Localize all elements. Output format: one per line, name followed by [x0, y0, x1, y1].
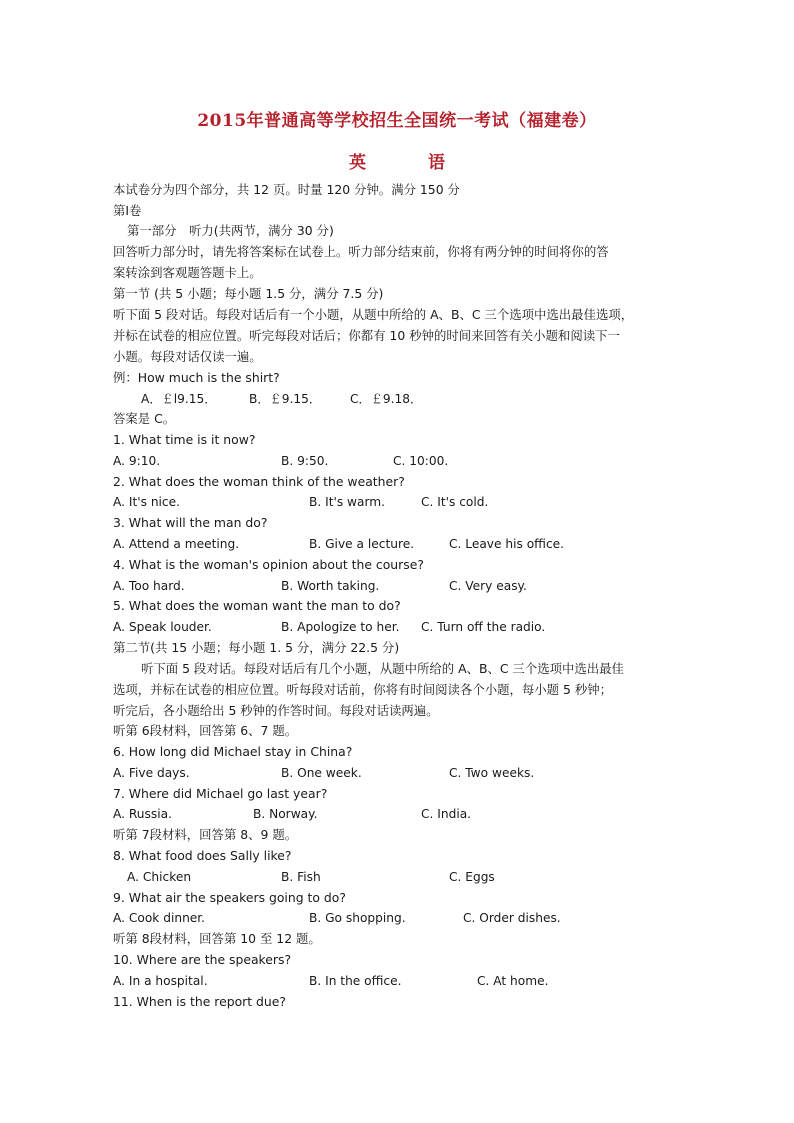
question-4: 4. What is the woman's opinion about the course?: [113, 557, 424, 572]
section-one-header: 第一节 (共 5 小题；每小题 1.5 分，满分 7.5 分): [113, 286, 384, 301]
question-2-option-a: A. It's nice.: [113, 495, 181, 509]
question-11: 11. When is the report due?: [113, 994, 286, 1009]
question-9-option-a: A. Cook dinner.: [113, 911, 206, 925]
example-option-a: A．￡l9.15．: [141, 392, 217, 406]
question-1-option-a: A. 9:10.: [113, 454, 161, 468]
question-1-option-c: C. 10:00.: [393, 454, 449, 468]
exam-title: 2015年普通高等学校招生全国统一考试（福建卷）: [197, 111, 597, 131]
question-8: 8. What food does Sally like?: [113, 848, 292, 863]
section-two-directions-3: 听完后，各小题给出 5 秒钟的作答时间。每段对话读两遍。: [113, 703, 439, 718]
question-9-option-b: B. Go shopping.: [309, 911, 406, 925]
question-5-option-c: C. Turn off the radio.: [421, 620, 546, 634]
example-option-c: C．￡9.18．: [350, 392, 423, 406]
question-5-option-b: B. Apologize to her.: [281, 620, 400, 634]
question-7-option-b: B. Norway.: [253, 807, 318, 821]
material-7-header: 听第 7段材料，回答第 8、9 题。: [113, 827, 298, 842]
question-6: 6. How long did Michael stay in China?: [113, 744, 353, 759]
question-7: 7. Where did Michael go last year?: [113, 786, 328, 801]
question-10: 10. Where are the speakers?: [113, 952, 292, 967]
example-answer: 答案是 C。: [113, 411, 176, 426]
question-6-option-c: C. Two weeks.: [449, 766, 535, 780]
question-2-option-c: C. It's cold.: [421, 495, 489, 509]
example-question: 例：How much is the shirt?: [113, 370, 280, 385]
question-8-option-c: C. Eggs: [449, 870, 495, 884]
question-10-option-b: B. In the office.: [309, 974, 402, 988]
section-one-directions-2: 并标在试卷的相应位置。听完每段对话后；你都有 10 秒钟的时间来回答有关小题和阅读下一: [113, 328, 620, 343]
question-1-option-b: B. 9:50.: [281, 454, 329, 468]
question-3-option-a: A. Attend a meeting.: [113, 537, 240, 551]
question-8-option-b: B. Fish: [281, 870, 321, 884]
question-5: 5. What does the woman want the man to do?: [113, 598, 401, 613]
question-1: 1. What time is it now?: [113, 432, 256, 447]
question-4-option-b: B. Worth taking.: [281, 579, 380, 593]
question-7-option-c: C. India.: [421, 807, 472, 821]
section-two-header: 第二节(共 15 小题；每小题 1. 5 分，满分 22.5 分): [113, 640, 400, 655]
question-5-option-a: A. Speak louder.: [113, 620, 212, 634]
subject-title: 英 语: [349, 153, 473, 173]
question-6-option-b: B. One week.: [281, 766, 362, 780]
question-2: 2. What does the woman think of the weather?: [113, 474, 405, 489]
intro-line-1: 本试卷分为四个部分，共 12 页。时量 120 分钟。满分 150 分: [113, 182, 460, 197]
intro-line-5: 案转涂到客观题答题卡上。: [113, 265, 262, 280]
section-two-directions-2: 选项，并标在试卷的相应位置。听每段对话前，你将有时间阅读各个小题，每小题 5 秒钟；: [113, 682, 612, 697]
material-8-header: 听第 8段材料，回答第 10 至 12 题。: [113, 931, 321, 946]
question-8-option-a: A. Chicken: [127, 870, 192, 884]
question-2-option-b: B. It's warm.: [309, 495, 386, 509]
section-two-directions-1: 听下面 5 段对话。每段对话后有几个小题，从题中所给的 A、B、C 三个选项中选出最佳: [141, 661, 624, 676]
question-4-option-a: A. Too hard.: [113, 579, 185, 593]
part-one-header: 第一部分 听力(共两节，满分 30 分): [127, 223, 334, 238]
question-7-option-a: A. Russia.: [113, 807, 172, 821]
section-one-directions-3: 小题。每段对话仅读一遍。: [113, 349, 262, 364]
intro-line-4: 回答听力部分时，请先将答案标在试卷上。听力部分结束前，你将有两分钟的时间将你的答: [113, 244, 609, 259]
question-3-option-c: C. Leave his office.: [449, 537, 565, 551]
question-4-option-c: C. Very easy.: [449, 579, 527, 593]
question-3: 3. What will the man do?: [113, 515, 268, 530]
question-10-option-c: C. At home.: [477, 974, 549, 988]
question-3-option-b: B. Give a lecture.: [309, 537, 415, 551]
question-6-option-a: A. Five days.: [113, 766, 190, 780]
section-one-directions-1: 听下面 5 段对话。每段对话后有一个小题，从题中所给的 A、B、C 三个选项中选出最佳选项，: [113, 307, 634, 322]
question-9-option-c: C. Order dishes.: [463, 911, 561, 925]
material-6-header: 听第 6段材料，回答第 6、7 题。: [113, 723, 298, 738]
volume-label: 第Ⅰ卷: [113, 203, 142, 218]
question-9: 9. What air the speakers going to do?: [113, 890, 346, 905]
example-option-b: B．￡9.15．: [249, 392, 322, 406]
question-10-option-a: A. In a hospital.: [113, 974, 208, 988]
